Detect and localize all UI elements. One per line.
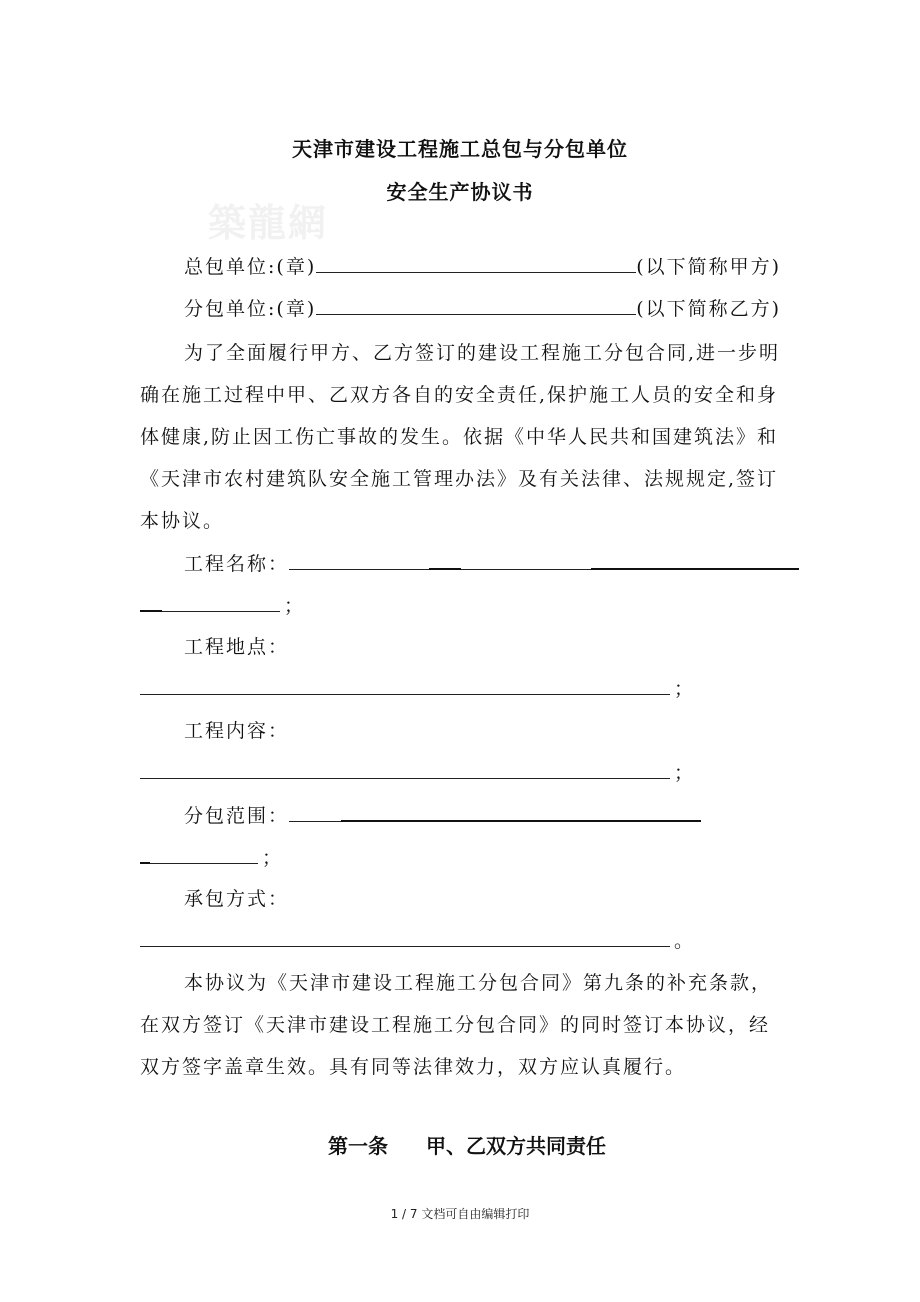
party-a-label: 总包单位:(章) xyxy=(184,256,317,278)
contract-method-line xyxy=(140,928,695,954)
party-b-blank xyxy=(316,296,636,315)
intro-line-1: 为了全面履行甲方、乙方签订的建设工程施工分包合同,进一步明 xyxy=(184,342,781,364)
project-content-label: 工程内容： xyxy=(184,720,290,742)
project-content-blank xyxy=(140,760,670,779)
project-name-blank-4 xyxy=(591,550,799,570)
watermark: 築龍網 xyxy=(208,200,329,245)
project-content-semicolon: ； xyxy=(674,762,696,784)
document-subtitle: 安全生产协议书 xyxy=(386,180,534,204)
subcontract-scope-blank-4 xyxy=(150,845,258,864)
party-b-label: 分包单位:(章) xyxy=(184,298,317,320)
intro-line-2: 确在施工过程中甲、乙双方各自的安全责任,保护施工人员的安全和身 xyxy=(140,384,779,406)
project-location-label: 工程地点： xyxy=(184,636,290,658)
supplement-line-3: 双方签字盖章生效。具有同等法律效力，双方应认真履行。 xyxy=(140,1056,687,1078)
project-name-blank-2 xyxy=(429,550,461,570)
supplement-line-2: 在双方签订《天津市建设工程施工分包合同》的同时签订本协议，经 xyxy=(140,1014,771,1036)
contract-method-label: 承包方式： xyxy=(184,888,290,910)
document-title: 天津市建设工程施工总包与分包单位 xyxy=(292,137,628,161)
project-name-semicolon: ； xyxy=(284,595,306,617)
subcontract-scope-blank-3 xyxy=(140,844,150,864)
intro-line-4: 《天津市农村建筑队安全施工管理办法》及有关法律、法规规定,签订 xyxy=(140,468,779,490)
subcontract-scope-line-2 xyxy=(140,844,283,871)
page-footer: 1 / 7 文档可自由编辑打印 xyxy=(390,1207,530,1221)
party-a-suffix: (以下简称甲方) xyxy=(636,256,782,278)
project-name-label: 工程名称： xyxy=(184,553,290,575)
subcontract-scope-semicolon: ； xyxy=(262,847,284,869)
intro-line-5: 本协议。 xyxy=(140,510,225,532)
project-name-blank-5 xyxy=(140,592,162,612)
party-b-suffix: (以下简称乙方) xyxy=(636,298,782,320)
project-name-blank-6 xyxy=(162,593,280,612)
article-number: 第一条 xyxy=(328,1134,388,1158)
supplement-line-1: 本协议为《天津市建设工程施工分包合同》第九条的补充条款， xyxy=(184,972,773,994)
party-a-blank xyxy=(316,254,636,273)
contract-method-period: 。 xyxy=(674,930,696,952)
party-b-line xyxy=(184,296,781,322)
project-location-line xyxy=(140,676,695,702)
subcontract-scope-blank-1 xyxy=(289,803,341,822)
project-name-line-2 xyxy=(140,592,305,619)
subcontract-scope-line xyxy=(184,802,701,829)
party-a-line xyxy=(184,254,781,280)
project-name-blank-3 xyxy=(461,551,591,570)
project-name-line xyxy=(184,550,799,577)
article-title: 甲、乙双方共同责任 xyxy=(426,1134,606,1158)
project-content-line xyxy=(140,760,695,786)
subcontract-scope-label: 分包范围： xyxy=(184,805,290,827)
intro-line-3: 体健康,防止因工伤亡事故的发生。依据《中华人民共和国建筑法》和 xyxy=(140,426,779,448)
project-location-blank xyxy=(140,676,670,695)
contract-method-blank xyxy=(140,928,670,947)
project-location-semicolon: ； xyxy=(674,678,696,700)
project-name-blank-1 xyxy=(289,551,429,570)
subcontract-scope-blank-2 xyxy=(341,802,701,822)
